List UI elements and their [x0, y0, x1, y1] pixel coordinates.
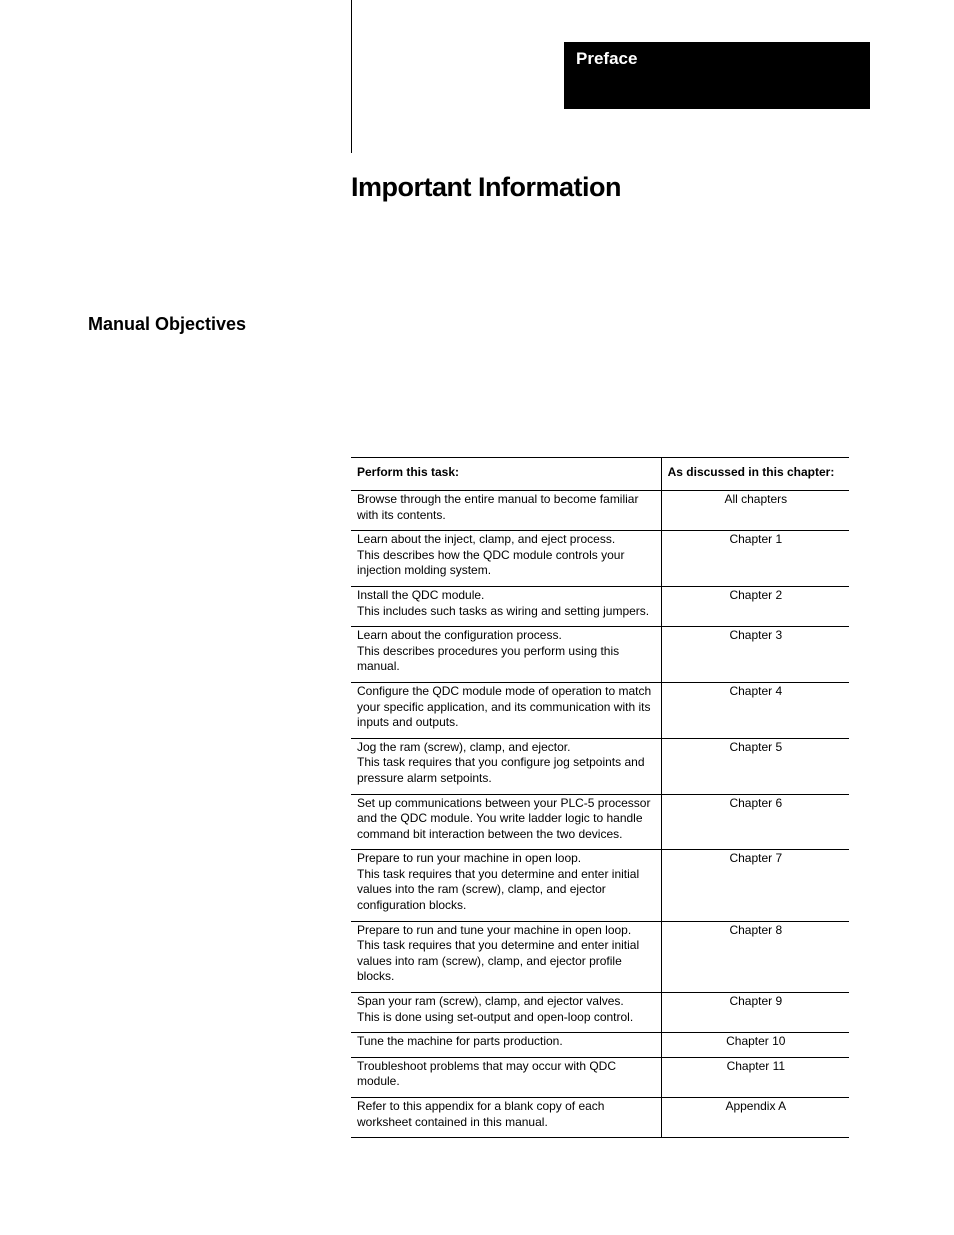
task-line: Tune the machine for parts production. — [357, 1034, 563, 1049]
task-line: This describes procedures you perform using this manual. — [357, 643, 620, 674]
task-cell — [351, 993, 661, 1033]
task-line: This includes such tasks as wiring and setting jumpers. — [357, 603, 650, 618]
margin-rule — [351, 0, 352, 153]
chapter-cell: Chapter 3 — [661, 627, 849, 683]
task-cell — [351, 491, 661, 531]
task-line: Jog the ram (screw), clamp, and ejector. — [357, 739, 571, 754]
task-line: Span your ram (screw), clamp, and ejector valves. — [357, 994, 624, 1009]
chapter-cell: Chapter 11 — [661, 1057, 849, 1097]
page-title: Important Information — [351, 172, 621, 202]
table-row — [351, 491, 849, 531]
chapter-cell: All chapters — [661, 491, 849, 531]
chapter-cell: Chapter 5 — [661, 738, 849, 794]
task-cell — [351, 1033, 661, 1058]
task-cell — [351, 921, 661, 992]
objectives-table — [351, 457, 849, 1138]
task-cell — [351, 682, 661, 738]
chapter-cell: Chapter 2 — [661, 586, 849, 626]
table-header-row — [351, 458, 849, 491]
task-line: This task requires that you determine and enter initial values into ram (screw), clamp, and ejector profile blocks. — [357, 938, 640, 984]
chapter-cell: Chapter 7 — [661, 850, 849, 921]
task-line: Set up communications between your PLC-5 processor and the QDC module. You write ladder logic to handle command bit interaction between the two devices. — [357, 795, 651, 841]
task-line: This task requires that you determine and enter initial values into the ram (screw), clamp, and ejector configuration blocks. — [357, 866, 640, 913]
task-cell — [351, 850, 661, 921]
table-row — [351, 531, 849, 587]
section-tab-label: Preface — [576, 49, 638, 68]
task-cell — [351, 627, 661, 683]
table-body — [351, 491, 849, 1138]
chapter-cell: Chapter 1 — [661, 531, 849, 587]
task-line: Prepare to run and tune your machine in open loop. — [357, 922, 632, 937]
task-cell — [351, 1057, 661, 1097]
table-row — [351, 738, 849, 794]
table-row — [351, 1098, 849, 1138]
table-row — [351, 682, 849, 738]
chapter-cell: Chapter 10 — [661, 1033, 849, 1058]
task-line: Refer to this appendix for a blank copy of each worksheet contained in this manual. — [357, 1099, 605, 1129]
column-header-chapter: As discussed in this chapter: — [661, 458, 849, 491]
task-line: This describes how the QDC module controls your injection molding system. — [357, 547, 625, 578]
task-line: Prepare to run your machine in open loop. — [357, 851, 582, 866]
task-line: Learn about the configuration process. — [357, 628, 562, 643]
task-line: Configure the QDC module mode of operation to match your specific application, and its communication with its inputs and outputs. — [357, 683, 652, 730]
chapter-cell: Chapter 6 — [661, 794, 849, 850]
task-cell — [351, 794, 661, 850]
chapter-cell: Appendix A — [661, 1098, 849, 1138]
task-line: Browse through the entire manual to become familiar with its contents. — [357, 492, 639, 522]
table-row — [351, 850, 849, 921]
table-row — [351, 993, 849, 1033]
table-row — [351, 1033, 849, 1058]
task-cell — [351, 531, 661, 587]
task-line: Learn about the inject, clamp, and eject process. — [357, 532, 616, 547]
table-row — [351, 627, 849, 683]
table-row — [351, 794, 849, 850]
task-line: This is done using set-output and open-loop control. — [357, 1009, 634, 1024]
task-line: Install the QDC module. — [357, 587, 485, 602]
section-title: Manual Objectives — [88, 314, 247, 334]
chapter-cell: Chapter 9 — [661, 993, 849, 1033]
task-line: This task requires that you configure jog setpoints and pressure alarm setpoints. — [357, 755, 645, 785]
section-tab — [564, 42, 870, 109]
column-header-task: Perform this task: — [351, 458, 661, 491]
task-cell — [351, 1098, 661, 1138]
task-cell — [351, 586, 661, 626]
table-row — [351, 1057, 849, 1097]
table-row — [351, 586, 849, 626]
task-line: Troubleshoot problems that may occur with QDC module. — [357, 1058, 616, 1089]
table-row — [351, 921, 849, 992]
chapter-cell: Chapter 4 — [661, 682, 849, 738]
task-cell — [351, 738, 661, 794]
chapter-cell: Chapter 8 — [661, 921, 849, 992]
